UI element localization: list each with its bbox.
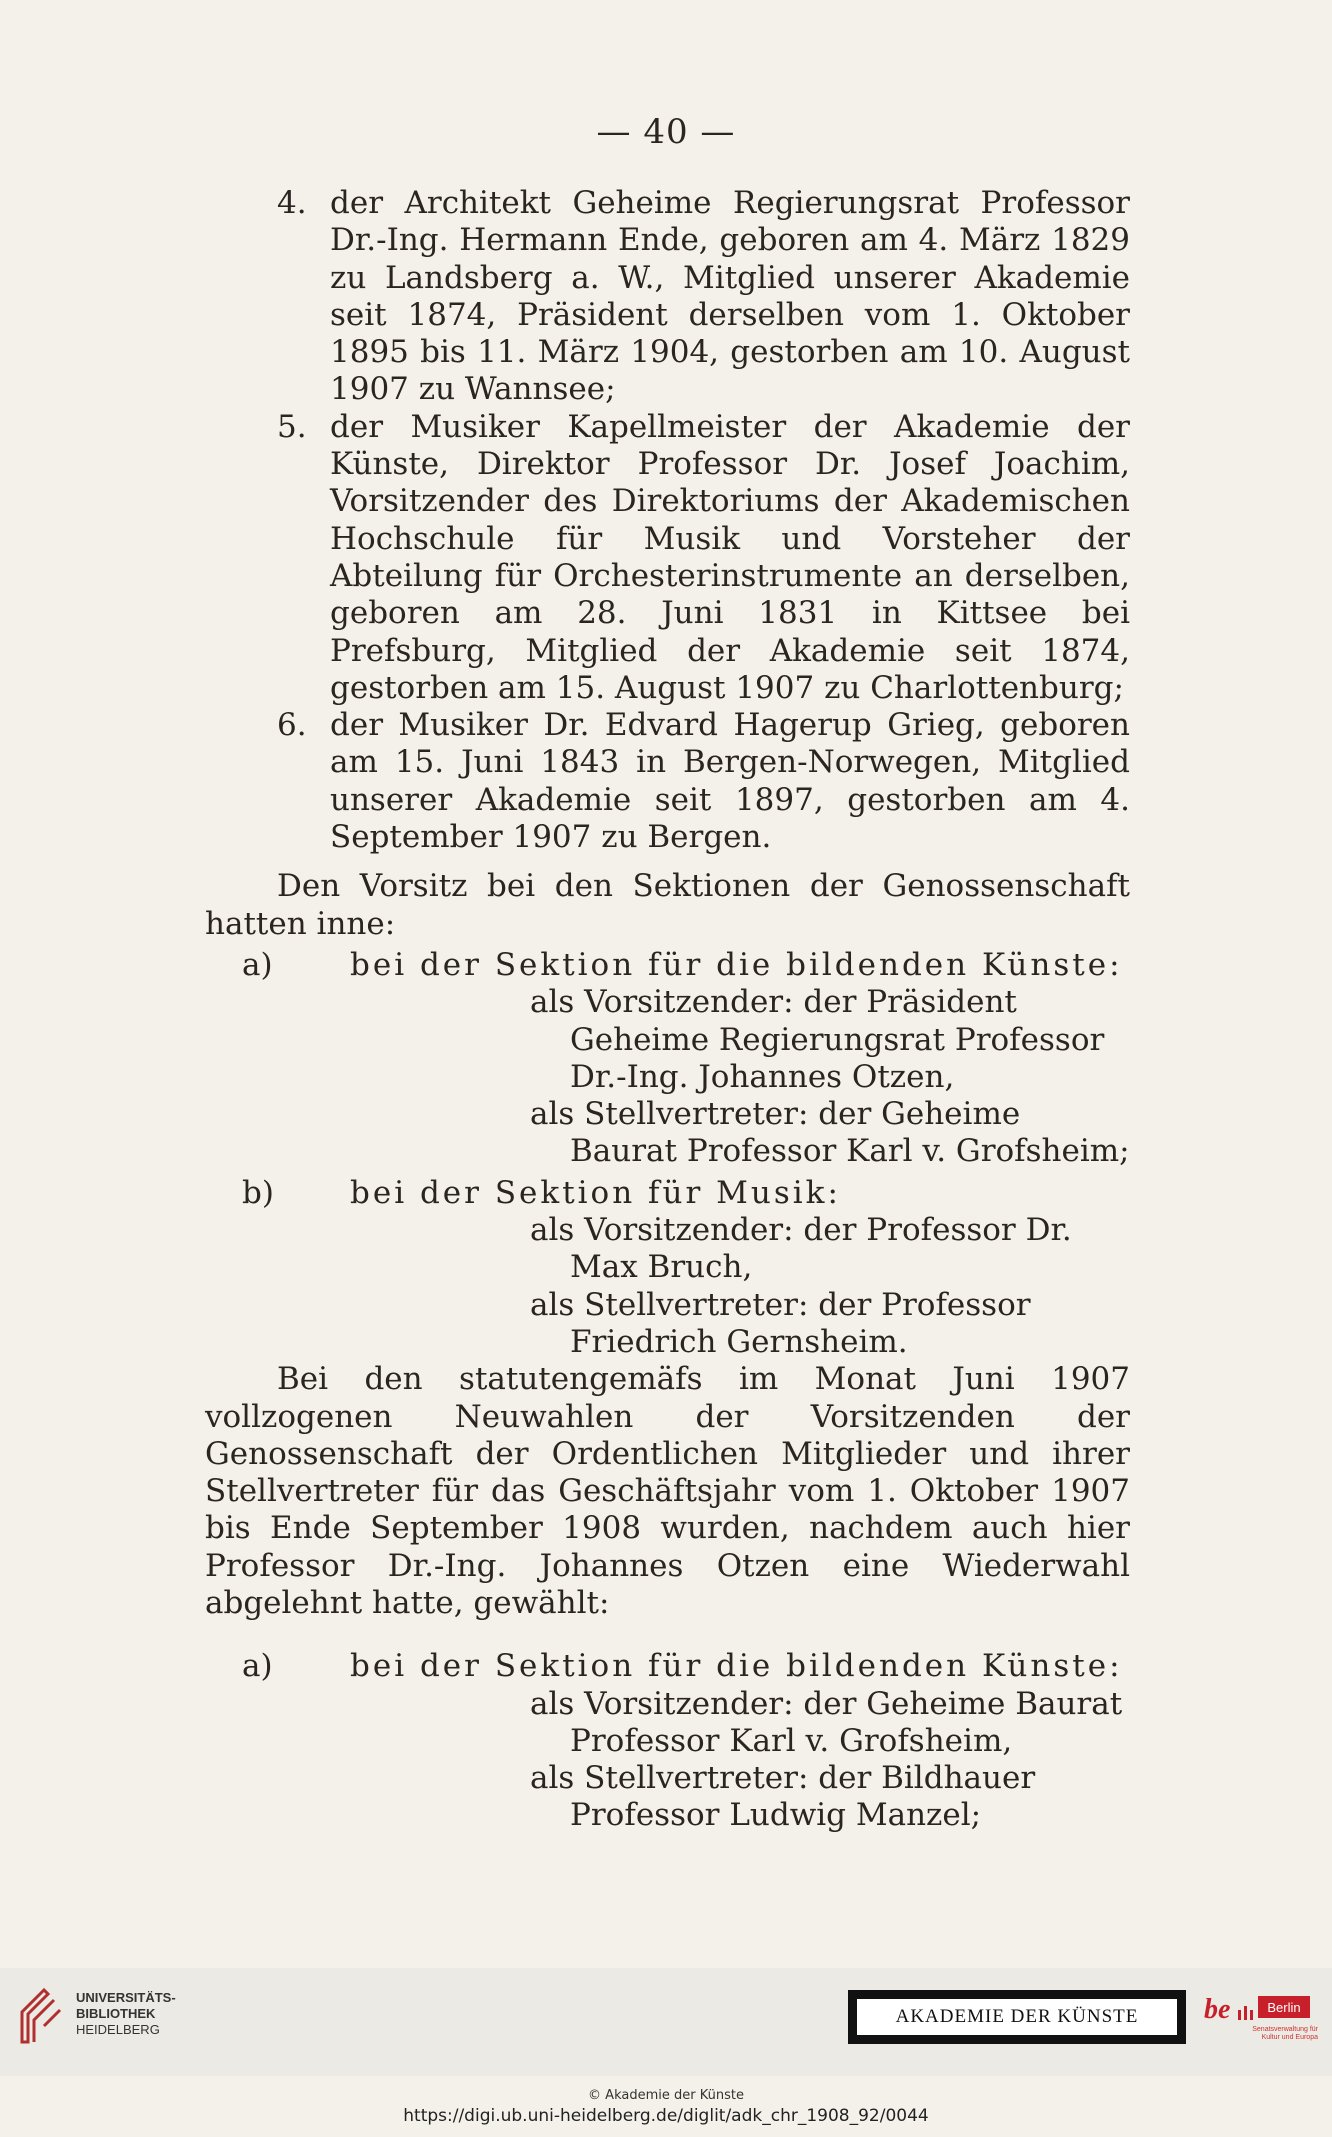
list-item [205,707,1130,856]
section-title: bei der Sektion für die bildenden Künste: [350,946,1123,983]
adk-logo-text: AKADEMIE DER KÜNSTE [857,1999,1177,2035]
adk-logo [848,1990,1186,2044]
section-heading [205,1648,1130,1685]
role-entry: als Vorsitzender: der Geheime Baurat Professor Karl v. Grofsheim, [530,1685,1123,1759]
item-text: der Musiker Kapellmeister der Akademie der Künste, Direktor Professor Dr. Josef Joachim, Vorsitzender des Direktoriums der Akademischen Hochschule für Musik und Vorsteher der Abteilung für Orchesterinstrumente an derselben, geboren am 28. Juni 1831 in Kittsee bei Prefsburg, Mitglied der Akademie seit 1874, gestorben am 15. August 1907 zu Charlottenburg; [330,408,1130,706]
section-label: b) [242,1174,274,1211]
section-title: bei der Sektion für Musik: [350,1174,841,1211]
item-number: 5. [277,408,307,445]
item-text: der Architekt Geheime Regierungsrat Professor Dr.-Ing. Hermann Ende, geboren am 4. März 1829 zu Landsberg a. W., Mitglied unserer Akademie seit 1874, Präsident derselben vom 1. Oktober 1895 bis 11. März 1904, gestorben am 10. August 1907 zu Wannsee; [330,185,1130,408]
list-item [205,185,1130,409]
section-heading [205,947,1130,984]
role-entry: als Stellvertreter: der Bildhauer Professor Ludwig Manzel; [530,1760,1036,1834]
paragraph: Bei den statutengemäfs im Monat Juni 1907 vollzogenen Neuwahlen der Vorsitzenden der Genossenschaft der Ordentlichen Mitglieder und ihrer Stellvertreter für das Geschäftsjahr vom 1. Oktober 1907 bis Ende September 1908 wurden, nachdem auch hier Professor Dr.-Ing. Johannes Otzen eine Wiederwahl abgelehnt hatte, gewählt: [205,1361,1130,1621]
item-number: 6. [277,707,307,744]
role-entry: als Stellvertreter: der Professor Friedrich Gernsheim. [530,1286,1031,1360]
svg-text:Berlin: Berlin [1267,2000,1301,2015]
item-text: der Musiker Dr. Edvard Hagerup Grieg, geboren am 15. Juni 1843 in Bergen-Norwegen, Mitglied unserer Akademie seit 1897, gestorben am 4. September 1907 zu Bergen. [330,707,1130,856]
university-line: BIBLIOTHEK [76,2006,156,2021]
role-entry: als Stellvertreter: der Geheime Baurat Professor Karl v. Grofsheim; [530,1096,1130,1170]
section-title: bei der Sektion für die bildenden Künste: [350,1648,1123,1685]
paragraph: Den Vorsitz bei den Sektionen der Genossenschaft hatten inne: [205,868,1130,942]
role-entry: als Vorsitzender: der Professor Dr. Max Bruch, [530,1212,1072,1286]
university-line: HEIDELBERG [76,2022,160,2037]
role-entry: als Vorsitzender: der Präsident Geheime Regierungsrat Professor Dr.-Ing. Johannes Otzen, [530,984,1105,1095]
university-logo-icon [14,1986,64,2046]
copyright-notice: © Akademie der Künste [588,2088,744,2103]
list-item [205,409,1130,707]
berlin-subtitle: Senatsverwaltung für Kultur und Europa [1252,2026,1318,2041]
section-heading [205,1175,1130,1212]
item-number: 4. [277,185,307,221]
section-label: a) [242,946,273,983]
body-text [205,185,1130,1835]
page-number: — 40 — [596,112,736,152]
section-label: a) [242,1648,273,1685]
university-name [76,1990,176,2038]
source-url-link[interactable]: https://digi.ub.uni-heidelberg.de/diglit/adk_chr_1908_92/0044 [403,2106,929,2126]
university-line: UNIVERSITÄTS- [76,1990,176,2005]
svg-text:be: be [1204,1994,1231,2025]
